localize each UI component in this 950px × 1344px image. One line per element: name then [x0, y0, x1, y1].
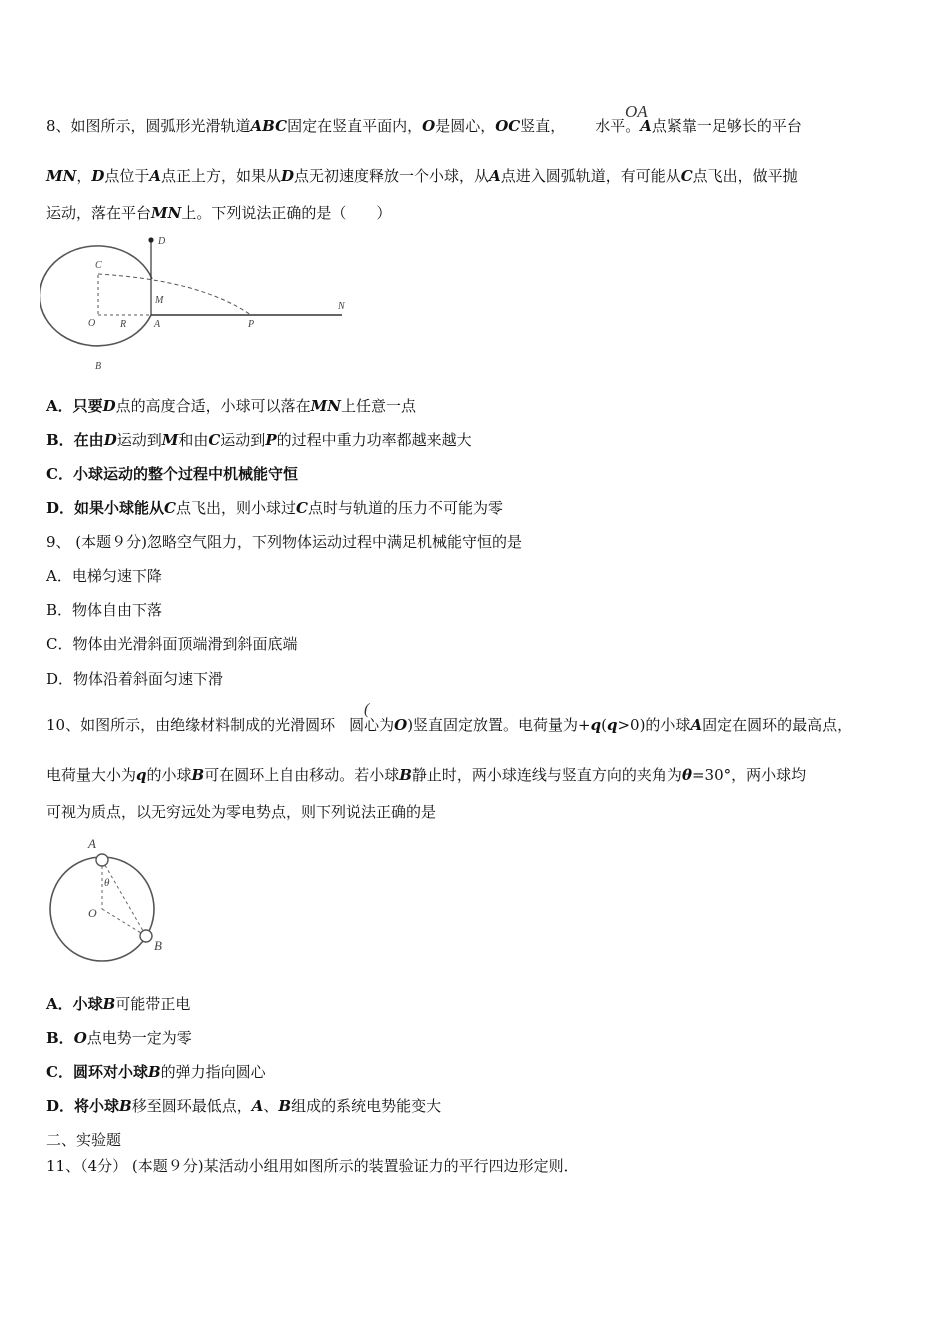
q9-option-b: B．物体自由下落: [46, 601, 163, 619]
q10-label-a: A: [88, 836, 96, 851]
q8-projectile-path: [98, 274, 251, 315]
q11-stem: 11、（4分） (本题９分)某活动小组用如图所示的装置验证力的平行四边形定则．: [46, 1157, 579, 1175]
q10-label-theta: θ: [104, 877, 110, 889]
section-title-experiment: 二、实验题: [46, 1131, 122, 1149]
q8-figure: [40, 230, 360, 380]
q9-option-d: D．物体沿着斜面匀速下滑: [46, 670, 224, 688]
q8-label-r: R: [120, 319, 127, 330]
q8-label-d: D: [158, 236, 166, 247]
q10-paren: (: [364, 701, 370, 718]
q8-option-a: A．只要D点的高度合适，小球可以落在MN上任意一点: [46, 397, 417, 415]
q8-label-m: M: [155, 295, 164, 306]
q8-stem-line3: 运动，落在平台MN上。下列说法正确的是（ ）: [46, 204, 392, 222]
q10-option-a: A．小球B可能带正电: [46, 995, 191, 1013]
q8-option-b: B．在由D运动到M和由C运动到P的过程中重力功率都越来越大: [46, 431, 472, 449]
q8-option-c: C．小球运动的整个过程中机械能守恒: [46, 465, 298, 483]
q8-stem-line1: 8、如图所示，圆弧形光滑轨道ABC固定在竖直平面内，O是圆心，OC竖直， 水平。A点紧靠一足够长的平台: [46, 117, 802, 135]
q8-label-a: A: [154, 319, 161, 330]
q10-dashed-ob: [102, 909, 146, 936]
q10-option-d: D．将小球B移至圆环最低点，A、B组成的系统电势能变大: [46, 1097, 442, 1115]
q8-label-o: O: [88, 318, 96, 329]
q8-label-n: N: [338, 301, 345, 312]
q8-option-d: D．如果小球能从C点飞出，则小球过C点时与轨道的压力不可能为零: [46, 499, 503, 517]
q8-oa-formula: OA: [625, 102, 648, 121]
q9-option-c: C．物体由光滑斜面顶端滑到斜面底端: [46, 635, 298, 653]
q8-point-d: [148, 237, 153, 242]
q9-stem: 9、 (本题９分)忽略空气阻力，下列物体运动过程中满足机械能守恒的是: [46, 533, 523, 551]
q10-stem-line2: 电荷量大小为q的小球B可在圆环上自由移动。若小球B静止时，两小球连线与竖直方向的夹角为θ=30°，两小球均: [46, 766, 807, 784]
q9-option-a: A．电梯匀速下降: [46, 567, 162, 585]
q10-ball-b: [140, 930, 152, 942]
q10-stem-line3: 可视为质点，以无穷远处为零电势点，则下列说法正确的是: [46, 803, 437, 821]
q10-label-o: O: [88, 906, 97, 920]
q10-label-b: B: [154, 938, 162, 953]
q8-label-p: P: [248, 319, 255, 330]
q8-label-b: B: [95, 361, 102, 372]
q10-ball-a: [96, 854, 108, 866]
q10-stem-line1: 10、如图所示，由绝缘材料制成的光滑圆环 圆心为O)竖直固定放置。电荷量为+q(q>0)的小球A固定在圆环的最高点，: [46, 716, 853, 734]
q10-figure: [40, 832, 180, 982]
q8-label-c: C: [95, 260, 102, 271]
q10-option-c: C．圆环对小球B的弹力指向圆心: [46, 1063, 266, 1081]
q10-dashed-ab: [102, 860, 146, 936]
q10-option-b: B．O点电势一定为零: [46, 1029, 192, 1047]
q8-stem-line2: MN，D点位于A点正上方，如果从D点无初速度释放一个小球，从A点进入圆弧轨道，有可能从C点飞出，做平抛: [46, 167, 798, 185]
